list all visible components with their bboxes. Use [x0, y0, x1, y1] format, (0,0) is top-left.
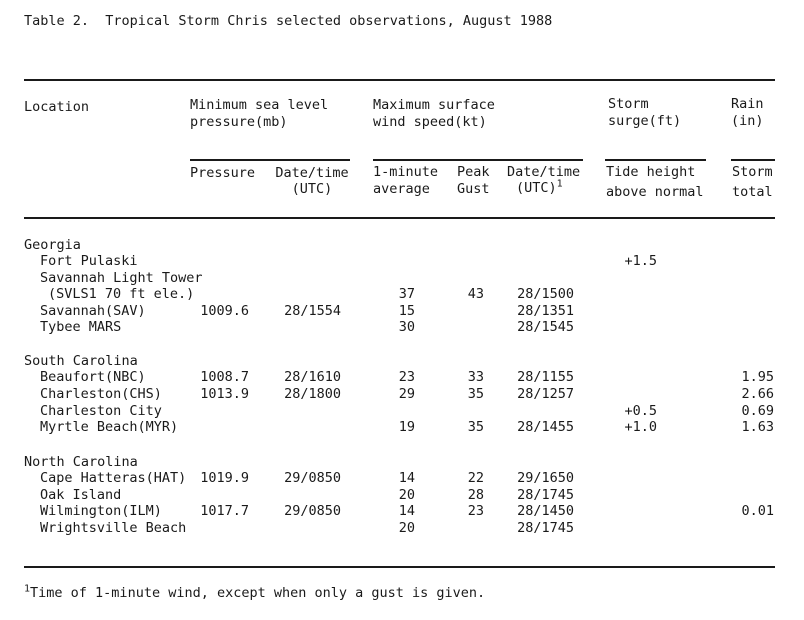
header-wind-group-1: Maximum surface	[373, 97, 495, 113]
header-tide-2: above normal	[606, 184, 704, 200]
cell-gust: 23	[467, 503, 484, 519]
pressure-subrule	[190, 159, 350, 161]
cell-wind: 14	[398, 470, 415, 486]
cell-wind: 15	[398, 303, 415, 319]
cell-wind: 23	[398, 369, 415, 385]
cell-pressure: 1008.7	[200, 369, 249, 385]
cell-wind: 30	[398, 319, 415, 335]
cell-pressure: 1017.7	[200, 503, 249, 519]
cell-gust: 33	[467, 369, 484, 385]
station-name: Fort Pulaski	[40, 253, 138, 269]
cell-gust: 22	[467, 470, 484, 486]
station-name: Charleston(CHS)	[40, 386, 162, 402]
cell-rain: 1.95	[741, 369, 774, 385]
cell-rain: 2.66	[741, 386, 774, 402]
cell-pdate: 28/1610	[284, 369, 341, 385]
cell-pressure: 1013.9	[200, 386, 249, 402]
station-name: Savannah Light Tower	[40, 270, 203, 286]
cell-pdate: 28/1800	[284, 386, 341, 402]
cell-surge: +0.5	[624, 403, 657, 419]
cell-gust: 28	[467, 487, 484, 503]
station-name: Charleston City	[40, 403, 162, 419]
state-heading: Georgia	[24, 237, 81, 253]
header-storm-total-1: Storm	[732, 164, 773, 180]
cell-pdate: 28/1554	[284, 303, 341, 319]
cell-wdate: 28/1450	[517, 503, 574, 519]
cell-wind: 20	[398, 520, 415, 536]
cell-rain: 0.69	[741, 403, 774, 419]
header-rain-group-2: (in)	[731, 113, 764, 129]
header-pressure: Pressure	[190, 165, 256, 181]
cell-surge: +1.5	[624, 253, 657, 269]
header-surge-group-2: surge(ft)	[608, 113, 682, 129]
cell-wdate: 28/1545	[517, 319, 574, 335]
cell-wdate: 28/1745	[517, 520, 574, 536]
footnote-mark: 1	[24, 583, 31, 595]
station-name: (SVLS1 70 ft ele.)	[48, 286, 195, 302]
cell-wind: 37	[398, 286, 415, 302]
state-heading: South Carolina	[24, 353, 138, 369]
header-pdate-2: (UTC)	[291, 181, 333, 197]
cell-wind: 19	[398, 419, 415, 435]
header-tide-1: Tide height	[606, 164, 696, 180]
rain-subrule	[731, 159, 775, 161]
header-rule	[24, 217, 775, 219]
cell-gust: 35	[467, 386, 484, 402]
station-name: Oak Island	[40, 487, 122, 503]
cell-wdate: 28/1745	[517, 487, 574, 503]
state-heading: North Carolina	[24, 454, 138, 470]
cell-surge: +1.0	[624, 419, 657, 435]
cell-gust: 35	[467, 419, 484, 435]
header-wdate-1: Date/time	[507, 164, 581, 180]
cell-wind: 29	[398, 386, 415, 402]
header-wind-avg-2: average	[373, 181, 430, 197]
cell-rain: 0.01	[741, 503, 774, 519]
header-gust-1: Peak	[457, 164, 490, 180]
footnote-text: Time of 1-minute wind, except when only a gust is given.	[30, 585, 486, 601]
top-rule	[24, 79, 775, 81]
cell-wdate: 28/1257	[517, 386, 574, 402]
cell-wdate: 28/1455	[517, 419, 574, 435]
table-title: Table 2. Tropical Storm Chris selected observations, August 1988	[24, 13, 553, 29]
cell-wind: 14	[398, 503, 415, 519]
cell-wdate: 29/1650	[517, 470, 574, 486]
header-surge-group-1: Storm	[608, 96, 649, 112]
surge-subrule	[605, 159, 706, 161]
header-pressure-group-1: Minimum sea level	[190, 97, 329, 113]
header-pdate-1: Date/time	[275, 165, 349, 181]
station-name: Tybee MARS	[40, 319, 122, 335]
cell-wdate: 28/1500	[517, 286, 574, 302]
bottom-rule	[24, 566, 775, 568]
station-name: Beaufort(NBC)	[40, 369, 146, 385]
station-name: Savannah(SAV)	[40, 303, 146, 319]
cell-pdate: 29/0850	[284, 470, 341, 486]
cell-wdate: 28/1155	[517, 369, 574, 385]
header-wdate-2: (UTC)$^1$	[516, 178, 563, 196]
footnote-ref: 1	[556, 178, 563, 190]
cell-wind: 20	[398, 487, 415, 503]
cell-pressure: 1019.9	[200, 470, 249, 486]
station-name: Myrtle Beach(MYR)	[40, 419, 179, 435]
cell-pressure: 1009.6	[200, 303, 249, 319]
cell-rain: 1.63	[741, 419, 774, 435]
header-wind-avg-1: 1-minute	[373, 164, 439, 180]
wind-subrule	[373, 159, 583, 161]
header-wind-group-2: wind speed(kt)	[373, 114, 487, 130]
cell-gust: 43	[467, 286, 484, 302]
station-name: Wrightsville Beach	[40, 520, 187, 536]
header-pressure-group-2: pressure(mb)	[190, 114, 288, 130]
station-name: Cape Hatteras(HAT)	[40, 470, 187, 486]
header-location: Location	[24, 99, 90, 115]
header-rain-group-1: Rain	[731, 96, 764, 112]
station-name: Wilmington(ILM)	[40, 503, 162, 519]
header-storm-total-2: total	[732, 184, 773, 200]
footnote	[24, 585, 485, 601]
cell-pdate: 29/0850	[284, 503, 341, 519]
cell-wdate: 28/1351	[517, 303, 574, 319]
header-gust-2: Gust	[457, 181, 490, 197]
